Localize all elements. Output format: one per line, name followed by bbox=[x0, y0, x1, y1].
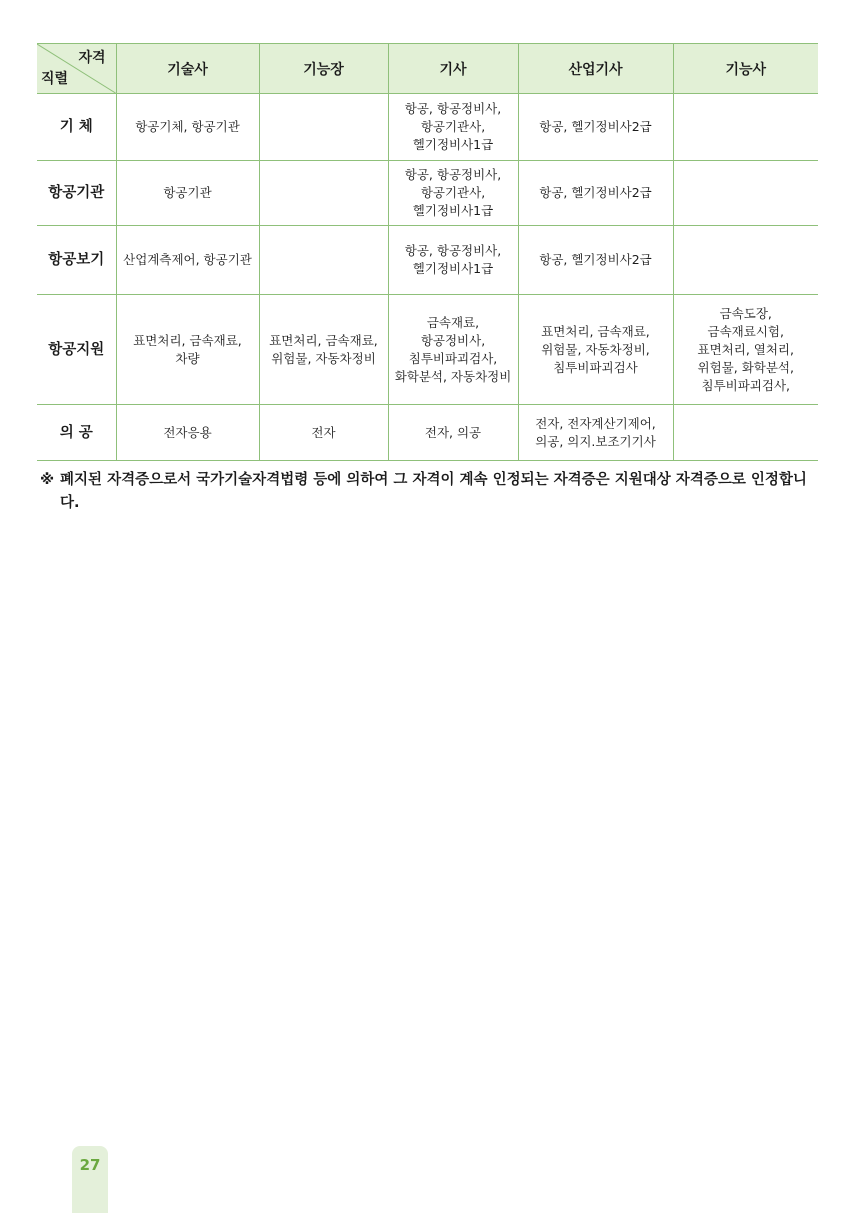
table-cell: 항공, 항공정비사, 항공기관사, 헬기정비사1급 bbox=[388, 161, 518, 226]
table-cell: 전자, 의공 bbox=[388, 405, 518, 461]
table-cell bbox=[673, 161, 818, 226]
row-header: 의 공 bbox=[37, 405, 116, 461]
row-header: 기 체 bbox=[37, 94, 116, 161]
table-row bbox=[37, 226, 818, 295]
table-cell: 항공, 항공정비사, 항공기관사, 헬기정비사1급 bbox=[388, 94, 518, 161]
table-row bbox=[37, 295, 818, 405]
column-header: 기능사 bbox=[673, 44, 818, 94]
table-cell bbox=[673, 226, 818, 295]
page-number: 27 bbox=[79, 1156, 101, 1174]
table-cell: 표면처리, 금속재료, 위험물, 자동차정비 bbox=[259, 295, 388, 405]
row-header: 항공지원 bbox=[37, 295, 116, 405]
table-cell: 전자응용 bbox=[116, 405, 259, 461]
table-header-row bbox=[37, 44, 818, 94]
column-header: 기술사 bbox=[116, 44, 259, 94]
row-header: 항공기관 bbox=[37, 161, 116, 226]
corner-label-series: 직렬 bbox=[41, 71, 69, 87]
table-cell bbox=[259, 161, 388, 226]
table-cell: 표면처리, 금속재료, 차량 bbox=[116, 295, 259, 405]
table-cell bbox=[673, 94, 818, 161]
corner-label-qualification: 자격 bbox=[78, 50, 106, 66]
table-row bbox=[37, 161, 818, 226]
table-row bbox=[37, 94, 818, 161]
table-cell: 항공, 헬기정비사2급 bbox=[518, 161, 673, 226]
table-cell bbox=[259, 94, 388, 161]
table-cell: 산업계측제어, 항공기관 bbox=[116, 226, 259, 295]
table-cell: 항공기관 bbox=[116, 161, 259, 226]
column-header: 산업기사 bbox=[518, 44, 673, 94]
table-cell bbox=[259, 226, 388, 295]
table-cell: 표면처리, 금속재료, 위험물, 자동차정비, 침투비파괴검사 bbox=[518, 295, 673, 405]
table-cell: 항공, 헬기정비사2급 bbox=[518, 226, 673, 295]
page-number-tab bbox=[72, 1146, 108, 1213]
column-header: 기사 bbox=[388, 44, 518, 94]
table-cell: 전자, 전자계산기제어, 의공, 의지.보조기기사 bbox=[518, 405, 673, 461]
table-cell: 항공, 헬기정비사2급 bbox=[518, 94, 673, 161]
table-cell: 전자 bbox=[259, 405, 388, 461]
footnote bbox=[40, 469, 815, 515]
table-cell: 금속재료, 항공정비사, 침투비파괴검사, 화학분석, 자동차정비 bbox=[388, 295, 518, 405]
table-cell bbox=[673, 405, 818, 461]
table-row bbox=[37, 405, 818, 461]
table-cell: 금속도장, 금속재료시험, 표면처리, 열처리, 위험물, 화학분석, 침투비파괴검사, bbox=[673, 295, 818, 405]
row-header: 항공보기 bbox=[37, 226, 116, 295]
table-cell: 항공기체, 항공기관 bbox=[116, 94, 259, 161]
table-cell: 항공, 항공정비사, 헬기정비사1급 bbox=[388, 226, 518, 295]
footnote-text: 폐지된 자격증으로서 국가기술자격법령 등에 의하여 그 자격이 계속 인정되는 자격증은 지원대상 자격증으로 인정합니다. bbox=[60, 472, 807, 511]
column-header: 기능장 bbox=[259, 44, 388, 94]
corner-header-cell bbox=[37, 44, 116, 94]
reference-mark-icon: ※ bbox=[40, 472, 55, 488]
qualification-table bbox=[37, 43, 818, 461]
